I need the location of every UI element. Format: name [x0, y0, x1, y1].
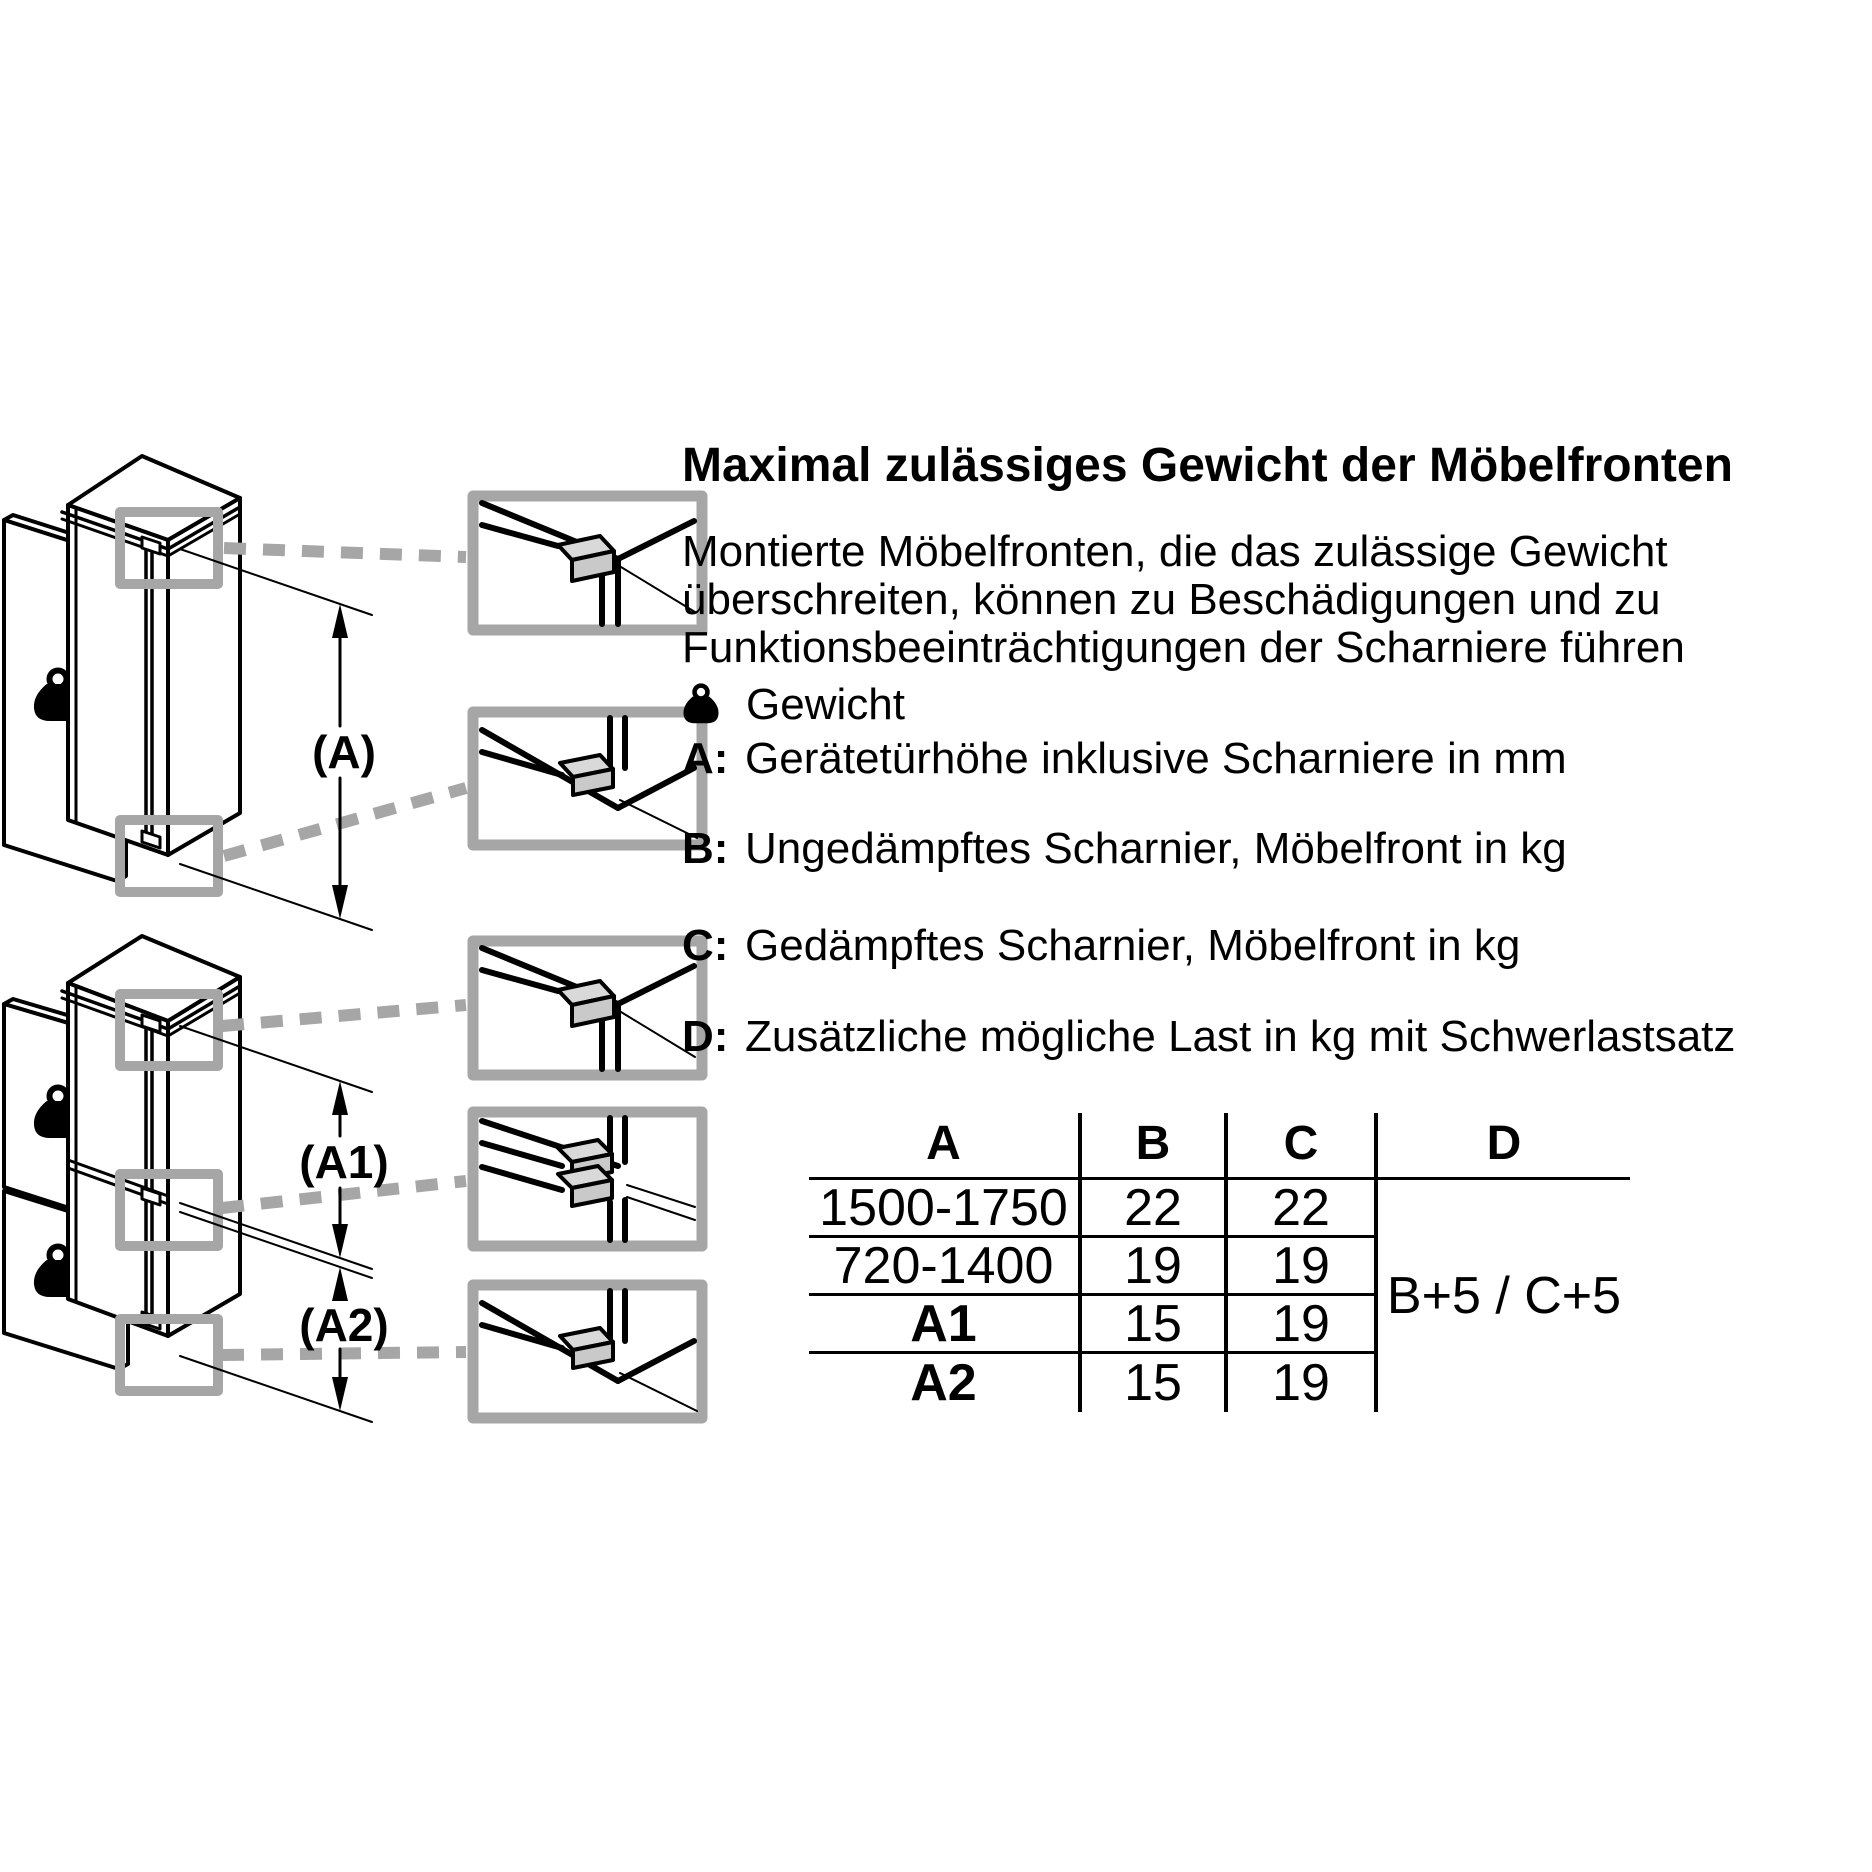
col-header-D: D: [1374, 1113, 1630, 1180]
kettlebell-weight-icon: [682, 683, 720, 727]
leader-bottom: [224, 788, 466, 856]
table-cell: A2: [910, 1354, 977, 1412]
legend-key: C:: [682, 921, 729, 970]
detail-box-top-hinge-combi: [473, 941, 702, 1075]
fridge-single-diagram: [4, 456, 466, 930]
leader-top: [222, 1005, 466, 1026]
legend-text: Gerätetürhöhe inklusive Scharniere in mm: [745, 734, 1567, 783]
table-cell: A1: [809, 1296, 1078, 1354]
legend-weight-label: Gewicht: [746, 680, 905, 729]
legend-text: Gedämpftes Scharnier, Möbelfront in kg: [745, 921, 1521, 970]
table-cell: 720-1400: [809, 1238, 1078, 1296]
table-cell: 22: [1078, 1180, 1224, 1238]
legend-key: D:: [682, 1012, 729, 1061]
detail-box-top-hinge: [473, 496, 702, 630]
detail-box-bottom-hinge: [473, 712, 702, 845]
dim-label-A2: (A2): [299, 1299, 389, 1351]
legend-item-A: [682, 734, 1567, 784]
legend-key: B:: [682, 824, 729, 873]
table-cell: 19: [1224, 1296, 1374, 1354]
legend-item-D: [682, 1012, 1735, 1062]
legend-key: A:: [682, 734, 729, 783]
legend-weight-row: [682, 680, 905, 730]
table-cell: 1500-1750: [809, 1180, 1078, 1238]
hinge-weight-table: [809, 1113, 1630, 1412]
intro-paragraph: [682, 528, 1685, 672]
col-header-A: A: [809, 1113, 1078, 1180]
table-cell: 19: [1078, 1238, 1224, 1296]
leader-top: [224, 548, 466, 557]
detail-box-middle-hinge-combi: [473, 1112, 702, 1246]
table-cell-D-span: B+5 / C+5: [1374, 1180, 1630, 1412]
paragraph-line: Funktionsbeeinträchtigungen der Scharniere führen: [682, 623, 1685, 672]
dim-label-A1: (A1): [299, 1136, 389, 1188]
legend-text: Zusätzliche mögliche Last in kg mit Schwerlastsatz: [745, 1012, 1736, 1061]
table-cell: 15: [1078, 1354, 1224, 1412]
detail-box-bottom-hinge-combi: [473, 1285, 702, 1418]
legend-item-C: [682, 921, 1520, 971]
paragraph-line: Montierte Möbelfronten, die das zulässige Gewicht: [682, 527, 1668, 576]
dim-label-A: (A): [312, 726, 376, 778]
col-header-C: C: [1224, 1113, 1374, 1180]
table-cell: 19: [1224, 1354, 1374, 1412]
table-cell: 19: [1224, 1238, 1374, 1296]
table-cell: 15: [1078, 1296, 1224, 1354]
page-title: Maximal zulässiges Gewicht der Möbelfronten: [682, 439, 1733, 492]
fridge-combi-diagram: [4, 936, 466, 1422]
legend-item-B: [682, 824, 1567, 874]
col-header-B: B: [1078, 1113, 1224, 1180]
leader-bottom: [222, 1352, 466, 1355]
legend-text: Ungedämpftes Scharnier, Möbelfront in kg: [745, 824, 1567, 873]
table-cell: 22: [1224, 1180, 1374, 1238]
paragraph-line: überschreiten, können zu Beschädigungen und zu: [682, 575, 1661, 624]
